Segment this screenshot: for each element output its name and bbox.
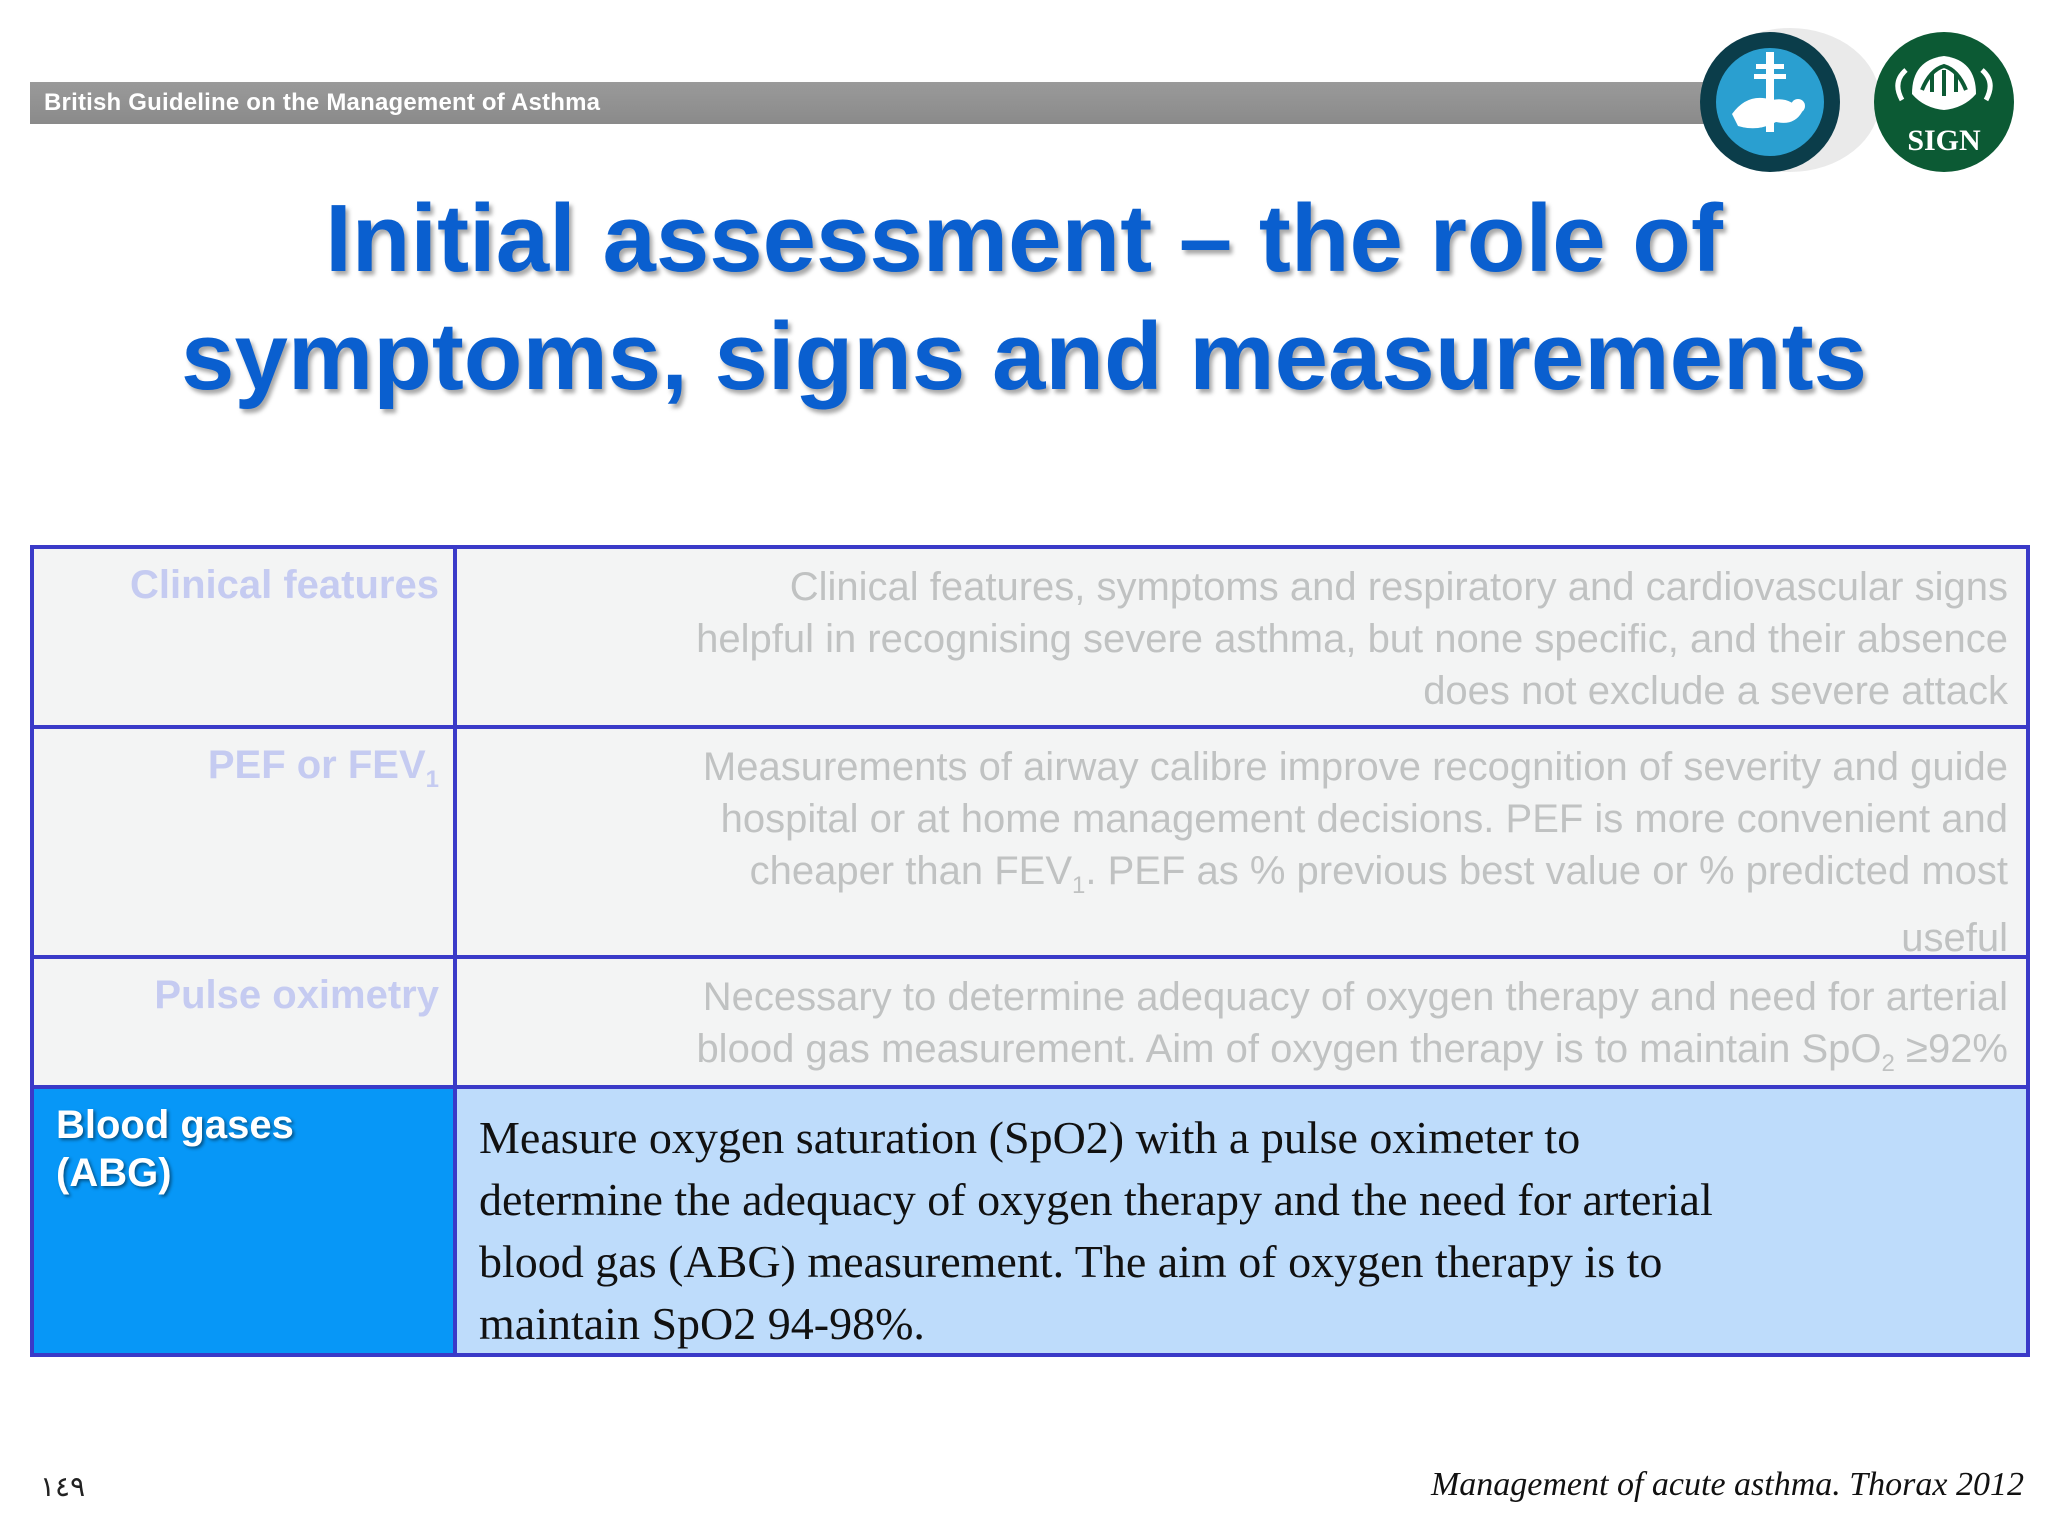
page-number: ١٤٩ (40, 1471, 86, 1502)
desc-line: useful (1901, 916, 2008, 960)
desc-line: blood gas (ABG) measurement. The aim of oxygen therapy is to (479, 1236, 1663, 1287)
table-row-pef-fev1 (34, 725, 2026, 960)
row-description (457, 729, 2026, 960)
label-line: (ABG) (56, 1151, 172, 1195)
desc-line: Necessary to determine adequacy of oxygen therapy and need for arterial (702, 975, 2008, 1019)
desc-fragment: cheaper than FEV (749, 849, 1072, 893)
desc-line: helpful in recognising severe asthma, but none specific, and their absence (696, 617, 2008, 661)
desc-subscript: 1 (1072, 872, 1086, 899)
desc-fragment: . PEF as % previous best value or % predicted most (1085, 849, 2008, 893)
desc-line (497, 1023, 2008, 1090)
desc-fragment: blood gas measurement. Aim of oxygen therapy is to maintain SpO (696, 1027, 1882, 1071)
table-row-pulse-oximetry (34, 955, 2026, 1085)
row-label: Clinical features (34, 549, 457, 725)
title-line-2: symptoms, signs and measurements (181, 303, 1867, 410)
desc-line: maintain SpO2 94-98%. (479, 1298, 925, 1349)
row-description (457, 1089, 2026, 1353)
desc-line: Clinical features, symptoms and respiratory and cardiovascular signs (789, 565, 2008, 609)
desc-subscript: 2 (1881, 1050, 1895, 1077)
table-row-clinical-features (34, 549, 2026, 725)
desc-line: hospital or at home management decisions. PEF is more convenient and (720, 797, 2008, 841)
sign-logo-text: SIGN (1907, 124, 1981, 157)
row-label (34, 729, 457, 955)
label-subscript: 1 (425, 766, 439, 793)
citation: Management of acute asthma. Thorax 2012 (1430, 1466, 2024, 1503)
assessment-table (30, 545, 2030, 1357)
row-label: Pulse oximetry (34, 959, 457, 1085)
desc-line: Measurements of airway calibre improve recognition of severity and guide (702, 745, 2008, 789)
row-description (457, 549, 2026, 725)
slide-title (0, 180, 2048, 416)
row-label (34, 1089, 457, 1353)
label-line: Blood gases (56, 1103, 294, 1147)
title-line-1: Initial assessment – the role of (325, 185, 1723, 292)
desc-fragment: ≥92% (1894, 1027, 2008, 1071)
header-bar (30, 82, 1730, 124)
thoracic-society-logo (1698, 30, 1842, 174)
desc-line (497, 845, 2008, 912)
desc-line: does not exclude a severe attack (1423, 669, 2008, 713)
label-main: PEF or FEV (207, 743, 426, 787)
desc-line: determine the adequacy of oxygen therapy and the need for arterial (479, 1174, 1713, 1225)
row-description (457, 959, 2026, 1085)
sign-logo-label (1872, 30, 2016, 174)
header-title: British Guideline on the Management of Asthma (44, 89, 601, 116)
table-row-blood-gases (34, 1085, 2026, 1353)
desc-line: Measure oxygen saturation (SpO2) with a pulse oximeter to (479, 1112, 1581, 1163)
